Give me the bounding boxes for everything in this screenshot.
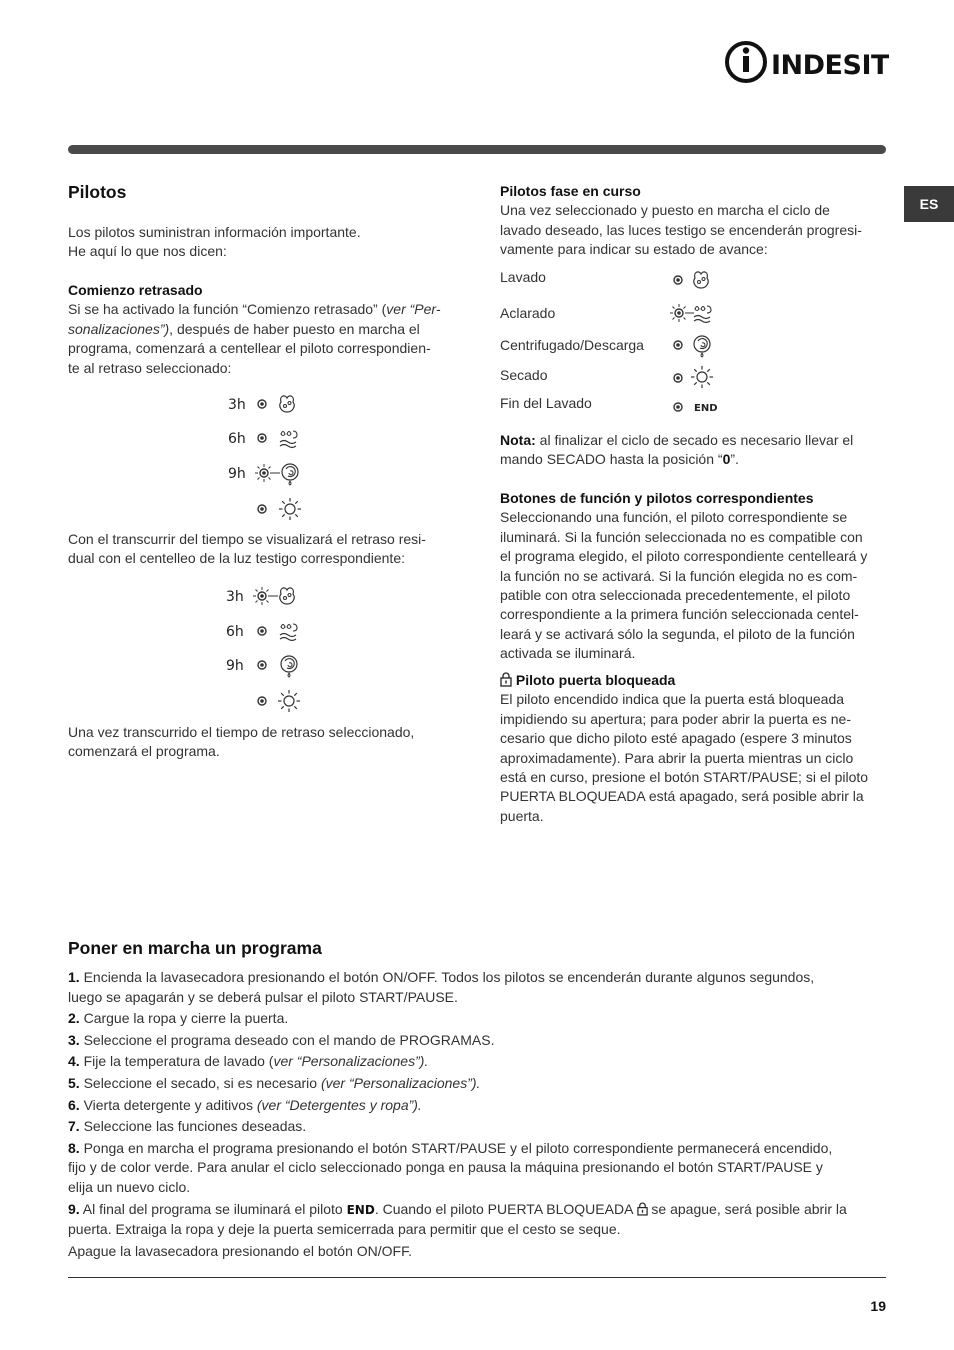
functions-line: Seleccionando una función, el piloto correspondiente se: [500, 509, 848, 526]
note-label: Nota:: [500, 432, 536, 448]
functions-line: patible con otra seleccionada precedentemente, el piloto: [500, 587, 851, 604]
start-title: Poner en marcha un programa: [68, 938, 322, 958]
step-number: 3.: [68, 1031, 80, 1048]
door-line: cesario que dicho piloto esté apagado (espere 3 minutos: [500, 730, 852, 747]
text: al finalizar el ciclo de secado es necesario llevar el: [535, 432, 854, 448]
footer-divider: [68, 1277, 886, 1278]
intro-line: He aquí lo que nos dicen:: [68, 243, 227, 260]
delay-3h-label: 3h: [228, 397, 246, 413]
step-final: Apague la lavasecadora presionando el botón ON/OFF.: [68, 1242, 412, 1259]
step-number: 7.: [68, 1118, 80, 1135]
phase-item-fin: Fin del Lavado: [500, 395, 592, 411]
functions-line: la función no se activará. Si la función elegida no es com-: [500, 567, 858, 584]
step-5: [68, 1074, 886, 1094]
text: se apague, será posible abrir la: [647, 1200, 847, 1217]
text: Ponga en marcha el programa presionando el botón START/PAUSE y el piloto correspondiente permanecerá encendido,: [79, 1139, 833, 1156]
step-number: 6.: [68, 1096, 80, 1113]
step-number: 1.: [68, 969, 80, 985]
phase-line: vamente para indicar su estado de avance:: [500, 241, 768, 258]
dry-icon: [691, 366, 713, 388]
delay-title: Comienzo retrasado: [68, 282, 203, 298]
rinse-icon: [280, 431, 297, 448]
text: Si se ha activado la función “Comienzo retrasado” (: [68, 301, 387, 318]
step-4: [68, 1052, 886, 1072]
led-icon: [258, 627, 266, 635]
step-number: 9.: [68, 1200, 80, 1217]
page-number: 19: [870, 1298, 886, 1314]
led-icon: [258, 400, 266, 408]
wash-icon: [694, 272, 708, 288]
door-line: PUERTA BLOQUEADA está apagado, será posible abrir la: [500, 788, 864, 805]
text: , después de haber puesto en marcha el: [169, 320, 420, 337]
delay-9h-label: 9h: [226, 658, 244, 674]
pilotos-title: Pilotos: [68, 182, 127, 202]
text-italic: (ver “Detergentes y ropa”).: [256, 1096, 422, 1113]
door-line: aproximadamente). Para abrir la puerta mientras un ciclo: [500, 749, 854, 766]
step-9: [68, 1200, 886, 1240]
text: fijo y de color verde. Para anular el ciclo seleccionado ponga en pausa la máquina presionando el botón START/PAUSE y: [68, 1159, 823, 1176]
door-line: impidiendo su apertura; para poder abrir la puerta es ne-: [500, 710, 851, 727]
note: [500, 431, 895, 470]
door-line: está en curso, presione el botón START/PAUSE; si el piloto: [500, 769, 869, 786]
delay-line: programa, comenzará a centellear el piloto correspondien-: [68, 340, 431, 357]
phase-item-centrifugado: Centrifugado/Descarga: [500, 337, 644, 353]
step-1: [68, 968, 886, 1007]
lock-icon: [500, 672, 512, 687]
step-number: 8.: [68, 1139, 80, 1156]
text: puerta. Extraiga la ropa y deje la puerta semicerrada para permitir que el cesto se seque.: [68, 1221, 621, 1238]
phase-item-aclarado: Aclarado: [500, 305, 556, 321]
door-title: Piloto puerta bloqueada: [515, 672, 676, 688]
end-indicator-label: END: [694, 403, 718, 414]
after-fig1-text: [68, 530, 468, 569]
step-number: 2.: [68, 1010, 80, 1027]
spin-icon: [281, 656, 297, 677]
step-8: [68, 1139, 886, 1198]
text: Cargue la ropa y cierre la puerta.: [79, 1010, 289, 1027]
text-italic: ver “Personalizaciones”).: [273, 1053, 429, 1070]
delay-3h-label: 3h: [226, 589, 244, 605]
delay-line: te al retraso seleccionado:: [68, 359, 232, 376]
text-italic: sonalizaciones”): [68, 320, 170, 337]
functions-title: Botones de función y pilotos correspondientes: [500, 490, 814, 506]
note-value: 0: [722, 451, 731, 468]
wash-icon: [280, 396, 294, 412]
door-line: El piloto encendido indica que la puerta está bloqueada: [500, 691, 845, 708]
delay-9h-label: 9h: [228, 466, 246, 482]
text-line: comenzará el programa.: [68, 743, 220, 760]
step-number: 5.: [68, 1074, 80, 1091]
functions-line: iluminará. Si la función seleccionada no es compatible con: [500, 528, 863, 545]
led-icon: [258, 697, 266, 705]
functions-line: activada se iluminará.: [500, 645, 636, 662]
door-title-row: [500, 671, 895, 690]
step-6: [68, 1096, 886, 1116]
phase-line: Una vez seleccionado y puesto en marcha el ciclo de: [500, 202, 830, 219]
text: Seleccione el programa deseado con el mando de PROGRAMAS.: [79, 1031, 495, 1048]
text-italic: (ver “Personalizaciones”).: [320, 1074, 481, 1091]
text: Seleccione las funciones deseadas.: [79, 1118, 307, 1135]
led-icon: [258, 661, 266, 669]
text: mando SECADO hasta la posición “: [500, 451, 723, 468]
led-icon: [674, 276, 682, 284]
led-blinking-icon: [675, 309, 683, 317]
functions-line: leará y se activará sólo la segunda, el piloto de la función: [500, 625, 855, 642]
led-icon: [258, 434, 266, 442]
text-line: Con el transcurrir del tiempo se visualizará el retraso resi-: [68, 531, 426, 547]
text-line: dual con el centelleo de la luz testigo correspondiente:: [68, 550, 405, 567]
step-7: [68, 1117, 886, 1137]
text: Vierta detergente y aditivos: [79, 1096, 257, 1113]
led-icon: [674, 403, 682, 411]
text: luego se apagarán y se deberá pulsar el piloto START/PAUSE.: [68, 988, 458, 1005]
language-tab: ES: [904, 186, 954, 222]
dry-icon: [278, 690, 300, 712]
led-blinking-icon: [258, 592, 266, 600]
led-icon: [258, 505, 266, 513]
lock-icon: [637, 1202, 648, 1216]
wash-icon: [280, 588, 294, 604]
spin-icon: [282, 464, 298, 485]
phase-title: Pilotos fase en curso: [500, 183, 641, 199]
text: Fije la temperatura de lavado (: [79, 1053, 274, 1070]
functions-line: el programa elegido, el piloto correspondiente centelleará y: [500, 548, 868, 565]
spin-icon: [694, 336, 710, 357]
end-indicator-label: END: [346, 1202, 375, 1217]
text-italic: ver “Per-: [386, 301, 441, 318]
door-line: puerta.: [500, 807, 544, 824]
delay-6h-label: 6h: [228, 431, 246, 447]
text: Encienda la lavasecadora presionando el botón ON/OFF. Todos los pilotos se encenderán durante algunos segundos,: [79, 969, 815, 985]
functions-section: [500, 489, 895, 664]
text: elija un nuevo ciclo.: [68, 1178, 191, 1195]
after-fig2-text: [68, 723, 468, 762]
rinse-icon: [694, 306, 711, 323]
intro-line: Los pilotos suministran información importante.: [68, 224, 361, 240]
note-line: [500, 450, 895, 469]
led-blinking-icon: [260, 469, 268, 477]
step-3: [68, 1031, 886, 1051]
text: ”.: [730, 451, 739, 468]
phase-section: [500, 182, 895, 260]
phase-item-lavado: Lavado: [500, 269, 546, 285]
phase-item-secado: Secado: [500, 367, 548, 383]
led-icon: [674, 341, 682, 349]
note-line: [500, 431, 895, 450]
step-number: 4.: [68, 1053, 80, 1070]
door-section: [500, 671, 895, 826]
text-line: Una vez transcurrido el tiempo de retraso seleccionado,: [68, 724, 415, 740]
functions-line: correspondiente a la primera función seleccionada centel-: [500, 606, 859, 623]
text: Al final del programa se iluminará el piloto: [79, 1200, 347, 1217]
delay-6h-label: 6h: [226, 624, 244, 640]
text: . Cuando el piloto PUERTA BLOQUEADA: [374, 1200, 637, 1217]
dry-icon: [279, 498, 301, 520]
led-icon: [674, 374, 682, 382]
start-steps: [68, 968, 886, 1263]
phase-line: lavado deseado, las luces testigo se encenderán progresi-: [500, 221, 862, 238]
text: Seleccione el secado, si es necesario: [79, 1074, 321, 1091]
brand-wordmark: INDESIT: [771, 50, 889, 81]
rinse-icon: [280, 624, 297, 641]
step-2: [68, 1009, 886, 1029]
